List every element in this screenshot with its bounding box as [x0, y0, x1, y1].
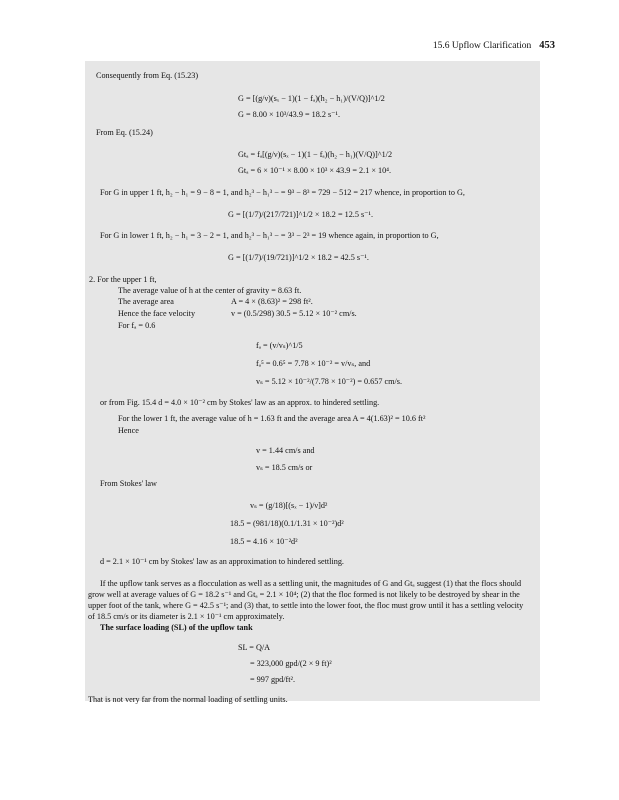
text-line: = 323,000 gpd/(2 × 9 ft)²	[250, 659, 332, 668]
text-line: The surface loading (SL) of the upflow tank	[100, 623, 253, 632]
text-line: v = 1.44 cm/s and	[256, 446, 315, 455]
text-line: For fₐ = 0.6	[118, 321, 156, 330]
text-line: Consequently from Eq. (15.23)	[96, 71, 199, 80]
text-line: Hence	[118, 426, 139, 435]
text-line: Hence the face velocity	[118, 309, 196, 318]
text-line: v = (0.5/298) 30.5 = 5.12 × 10⁻² cm/s.	[231, 309, 357, 318]
text-line: The average value of h at the center of gravity = 8.63 ft.	[118, 286, 302, 295]
text-line: fₐ = (v/vₛ)^1/5	[256, 341, 303, 350]
text-line: The average area	[118, 297, 174, 306]
text-line: For G in upper 1 ft, h₂ − h₁ = 9 − 8 = 1, and h₂³ − h₁³ − = 9³ − 8³ = 729 − 512 = 217 whence, in proportion to G,	[100, 188, 465, 197]
section-title: 15.6 Upflow Clarification	[432, 41, 532, 51]
text-line: SL = Q/A	[238, 643, 271, 652]
text-line: If the upflow tank serves as a flocculation as well as a settling unit, the magnitudes of G and Gtₐ suggest (1) that the flocs should	[100, 579, 522, 588]
text-line: upper foot of the tank, where G = 42.5 s⁻¹; and (3) that, to settle into the lower foot, the floc must grow until it has a settling velocity	[88, 601, 524, 610]
text-line: That is not very far from the normal loading of settling units.	[88, 695, 288, 704]
text-line: G = [(1/7)/(217/721)]^1/2 × 18.2 = 12.5 s⁻¹.	[228, 210, 373, 219]
text-line: vₛ = (g/18)[(sₓ − 1)/ν]d²	[250, 501, 328, 510]
text-line: From Stokes' law	[100, 479, 157, 488]
text-line: vₛ = 5.12 × 10⁻²/(7.78 × 10⁻²) = 0.657 cm/s.	[256, 377, 402, 386]
text-line: or from Fig. 15.4 d = 4.0 × 10⁻² cm by Stokes' law as an approx. to hindered settling.	[100, 398, 380, 407]
text-line: For G in lower 1 ft, h₂ − h₁ = 3 − 2 = 1, and h₂³ − h₁³ − = 3³ − 2³ = 19 whence again, in proportion to G,	[100, 231, 439, 240]
text-line: For the lower 1 ft, the average value of h = 1.63 ft and the average area A = 4(1.63)² = 10.6 ft²	[118, 414, 426, 423]
text-line: Gtₐ = 6 × 10⁻¹ × 8.00 × 10³ × 43.9 = 2.1 × 10⁴.	[238, 166, 392, 175]
text-line: d = 2.1 × 10⁻¹ cm by Stokes' law as an approximation to hindered settling.	[100, 557, 344, 566]
text-line: fₐ⁵ = 0.6⁵ = 7.78 × 10⁻² = v/vₛ, and	[256, 359, 371, 368]
text-line: G = 8.00 × 10³/43.9 = 18.2 s⁻¹.	[238, 110, 341, 119]
text-line: Gtₐ = fₐ[(g/ν)(sₓ − 1)(1 − fₐ)(h₂ − h₁)(V/Q)]^1/2	[238, 150, 393, 159]
text-line: 18.5 = 4.16 × 10⁻²d²	[230, 537, 298, 546]
text-line: grow well at average values of G = 18.2 s⁻¹ and Gtₐ = 2.1 × 10⁴; (2) that the floc formed is not likely to be destroyed by shear in the	[88, 590, 520, 599]
text-line: G = [(g/ν)(sₓ − 1)(1 − fₐ)(h₂ − h₁)/(V/Q)]^1/2	[238, 94, 385, 103]
text-line: 2. For the upper 1 ft,	[89, 275, 157, 284]
page-number: 453	[539, 40, 555, 51]
running-header	[433, 40, 555, 51]
text-line: A = 4 × (8.63)² = 298 ft².	[231, 297, 313, 306]
text-line: vₛ = 18.5 cm/s or	[256, 463, 313, 472]
text-line: of 18.5 cm/s or its diameter is 2.1 × 10⁻¹ cm approximately.	[88, 612, 285, 621]
text-line: 18.5 = (981/18)(0.1/1.31 × 10⁻²)d²	[230, 519, 344, 528]
text-line: G = [(1/7)/(19/721)]^1/2 × 18.2 = 42.5 s⁻¹.	[228, 253, 369, 262]
text-line: = 997 gpd/ft².	[250, 675, 296, 684]
text-line: From Eq. (15.24)	[96, 128, 153, 137]
